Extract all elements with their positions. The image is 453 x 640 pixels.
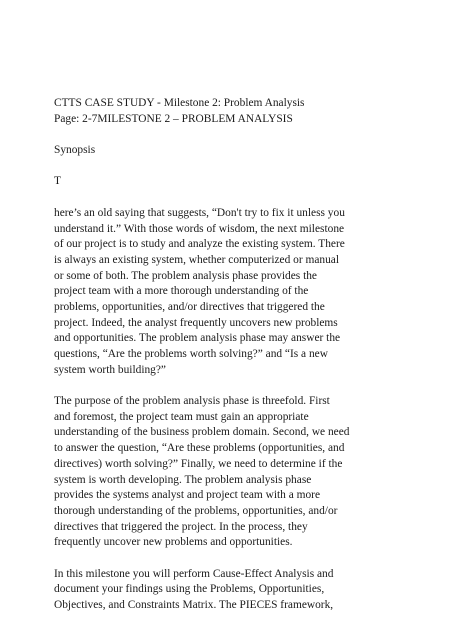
spacer xyxy=(54,159,434,175)
text-line: thorough understanding of the problems, opportunities, and/or xyxy=(54,504,338,517)
text-line: or some of both. The problem analysis phase provides the xyxy=(54,269,317,282)
page-reference: Page: 2-7MILESTONE 2 – PROBLEM ANALYSIS xyxy=(54,112,293,125)
text-line: understanding of the business problem domain. Second, we need xyxy=(54,426,350,439)
text-line: frequently uncover new problems and opportunities. xyxy=(54,536,293,549)
paragraph-2 xyxy=(54,394,434,551)
text-line: understand it.” With those words of wisdom, the next milestone xyxy=(54,222,345,235)
spacer xyxy=(54,551,434,567)
document-body xyxy=(54,96,434,614)
text-line: provides the systems analyst and project team with a more xyxy=(54,489,321,502)
text-line: The purpose of the problem analysis phase is threefold. First xyxy=(54,395,330,408)
text-line: In this milestone you will perform Cause-Effect Analysis and xyxy=(54,567,334,580)
text-line: and foremost, the project team must gain an appropriate xyxy=(54,410,309,423)
spacer xyxy=(54,127,434,143)
text-line: system worth building?” xyxy=(54,363,166,376)
paragraph-1 xyxy=(54,206,434,379)
text-line: problems, opportunities, and/or directives that triggered the xyxy=(54,300,325,313)
document-title: CTTS CASE STUDY - Milestone 2: Problem Analysis xyxy=(54,97,305,109)
text-line: to answer the question, “Are these problems (opportunities, and xyxy=(54,442,345,455)
text-line: document your findings using the Problems, Opportunities, xyxy=(54,583,325,596)
text-line: is always an existing system, whether computerized or manual xyxy=(54,253,340,266)
text-line: and opportunities. The problem analysis phase may answer the xyxy=(54,332,341,345)
section-heading-synopsis: Synopsis xyxy=(54,144,96,157)
text-line: Objectives, and Constraints Matrix. The PIECES framework, xyxy=(54,599,334,611)
drop-letter: T xyxy=(54,175,61,188)
text-line: directives) worth solving?” Finally, we need to determine if the xyxy=(54,457,343,470)
spacer xyxy=(54,378,434,394)
spacer xyxy=(54,190,434,206)
paragraph-3 xyxy=(54,567,434,614)
text-line: project. Indeed, the analyst frequently uncovers new problems xyxy=(54,316,338,329)
text-line: system is worth developing. The problem analysis phase xyxy=(54,473,312,486)
text-line: questions, “Are the problems worth solving?” and “Is a new xyxy=(54,348,328,360)
text-line: here’s an old saying that suggests, “Don't try to fix it unless you xyxy=(54,206,345,219)
text-line: of our project is to study and analyze the existing system. There xyxy=(54,238,345,251)
text-line: directives that triggered the project. In the process, they xyxy=(54,520,308,533)
text-line: project team with a more thorough understanding of the xyxy=(54,285,309,298)
